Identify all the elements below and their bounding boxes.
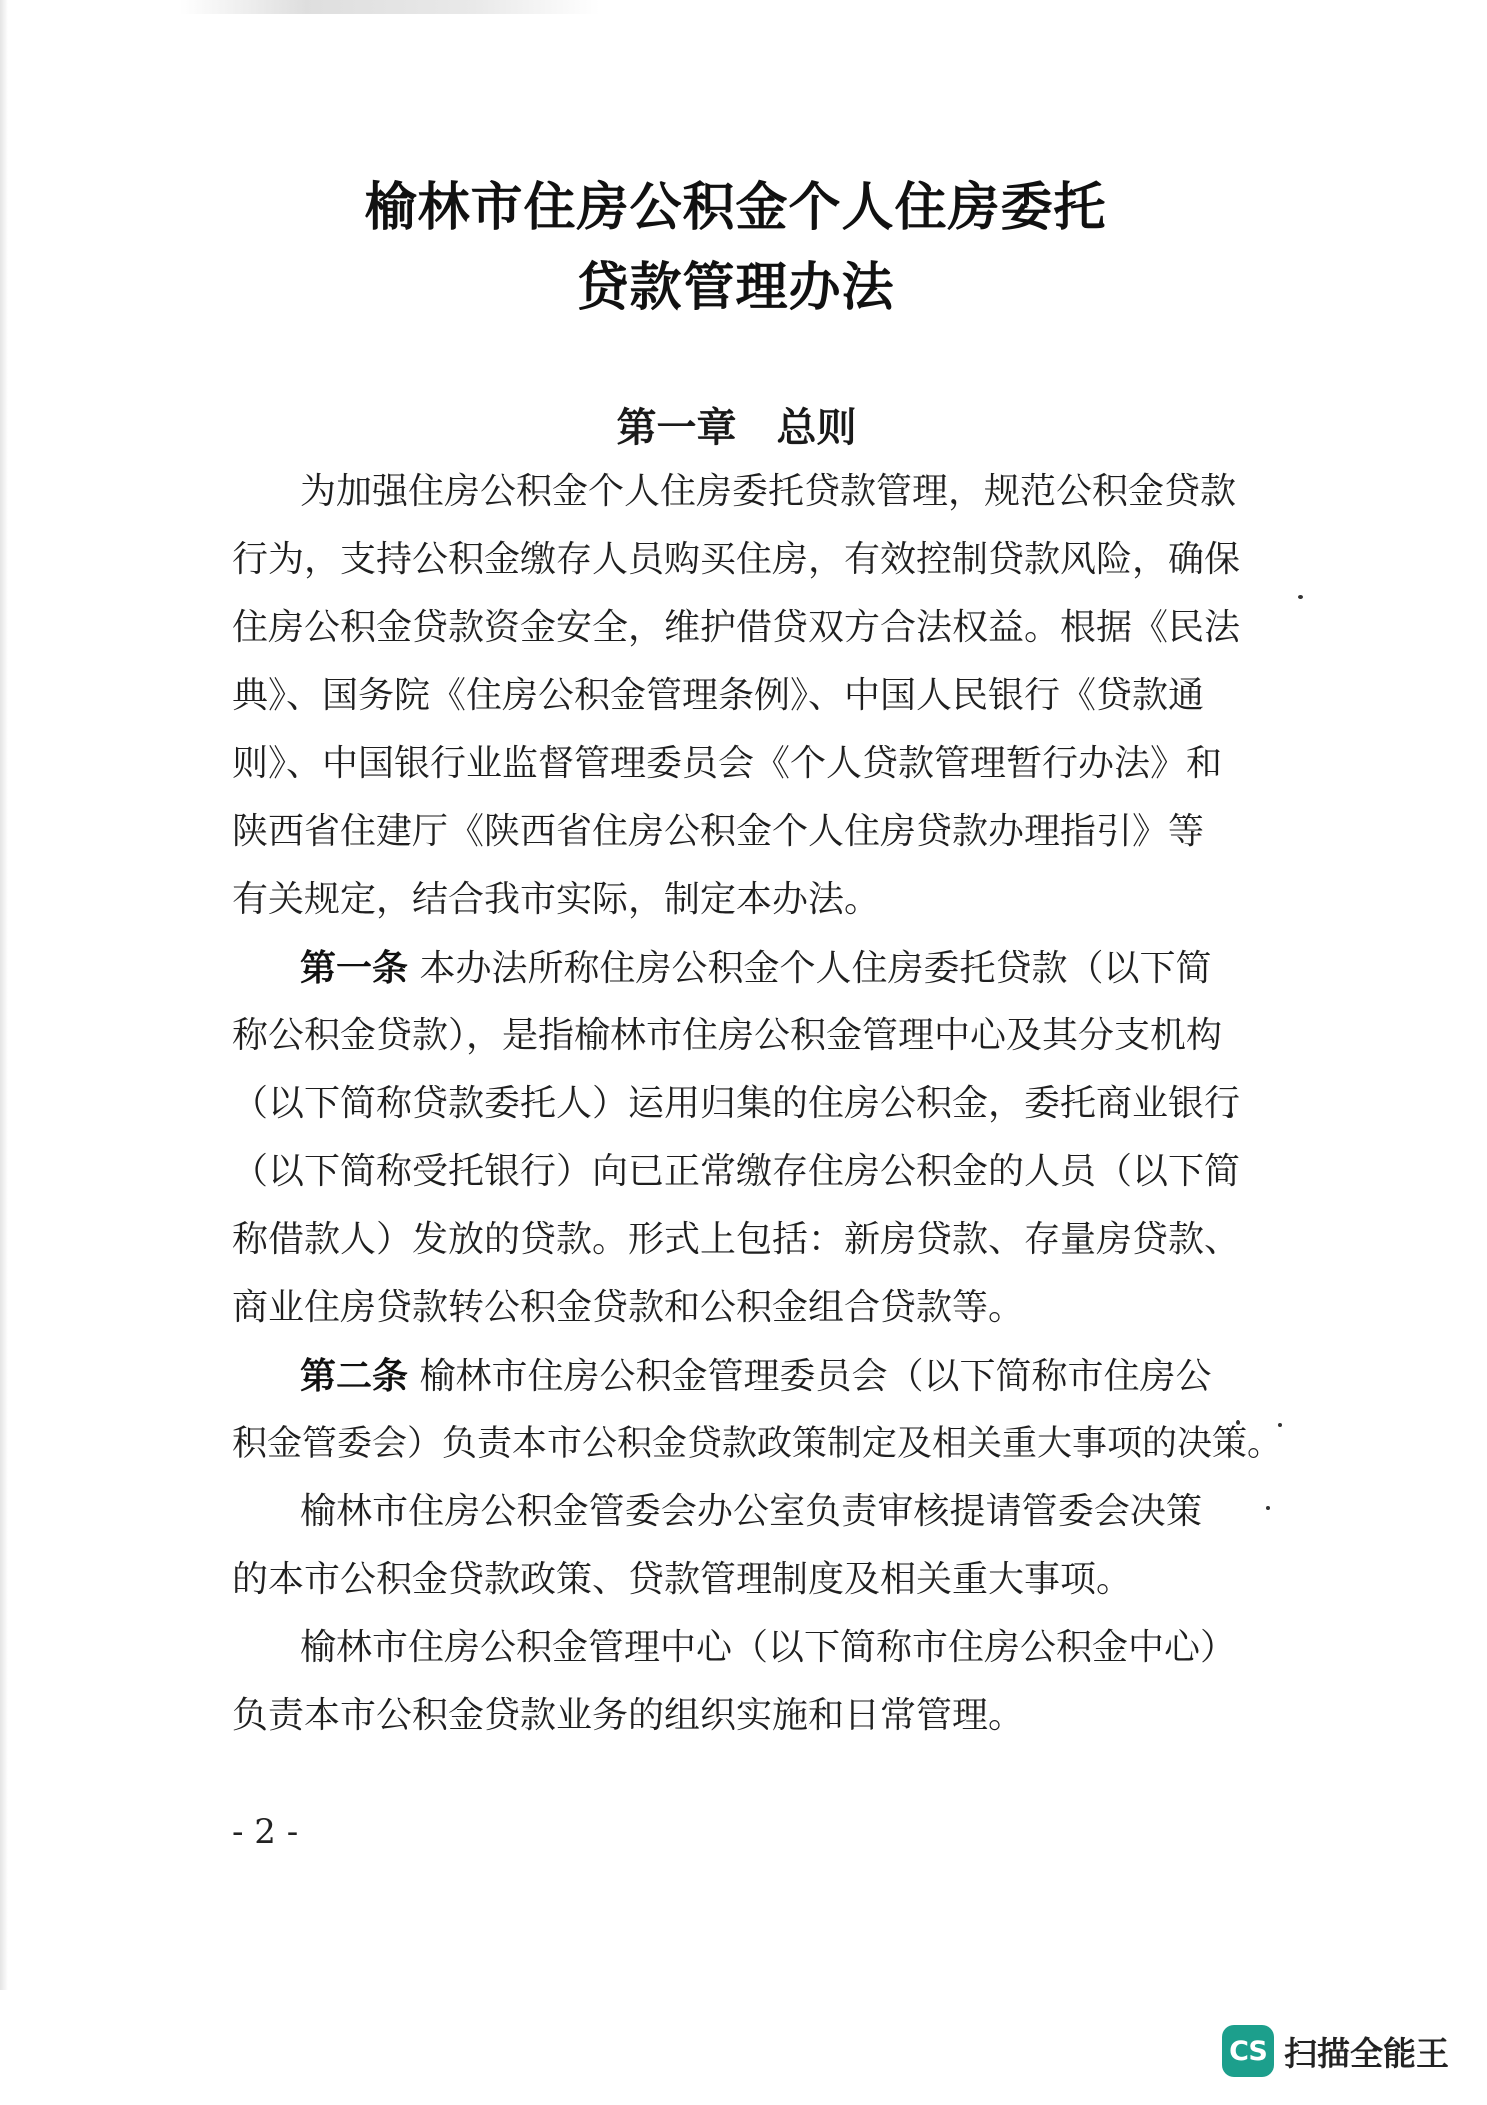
scan-smudge	[180, 0, 600, 14]
body-line: 陕西省住建厅《陕西省住房公积金个人住房贷款办理指引》等	[232, 811, 1205, 852]
article-label: 第一条	[300, 947, 409, 989]
page-number: - 2 -	[232, 1812, 299, 1852]
body-line: 则》、中国银行业监督管理委员会《个人贷款管理暂行办法》和	[232, 743, 1223, 784]
body-line: 住房公积金贷款资金安全，维护借贷双方合法权益。根据《民法	[232, 607, 1241, 648]
camscanner-logo-icon: CS	[1222, 2025, 1274, 2077]
body-line: 有关规定，结合我市实际，制定本办法。	[232, 879, 881, 920]
scanner-watermark	[1222, 2022, 1449, 2080]
chapter-heading: 第一章 总则	[616, 404, 857, 451]
body-line: 负责本市公积金贷款业务的组织实施和日常管理。	[232, 1695, 1025, 1736]
article-label: 第二条	[300, 1355, 409, 1397]
body-line: 称借款人）发放的贷款。形式上包括：新房贷款、存量房贷款、	[232, 1219, 1241, 1260]
body-line: 榆林市住房公积金管理中心（以下简称市住房公积金中心）	[300, 1627, 1237, 1668]
watermark-text: 扫描全能王	[1284, 2033, 1449, 2073]
body-line: 积金管委会）负责本市公积金贷款政策制定及相关重大事项的决策。	[232, 1424, 1283, 1464]
body-line: 行为，支持公积金缴存人员购买住房，有效控制贷款风险，确保	[232, 539, 1241, 580]
body-line: 为加强住房公积金个人住房委托贷款管理，规范公积金贷款	[300, 471, 1237, 512]
body-line: 称公积金贷款），是指榆林市住房公积金管理中心及其分支机构	[232, 1015, 1223, 1056]
body-line: （以下简称受托银行）向已正常缴存住房公积金的人员（以下简	[232, 1151, 1241, 1192]
article-2-first-line: 第二条 榆林市住房公积金管理委员会（以下简称市住房公	[300, 1355, 1212, 1397]
body-line: 商业住房贷款转公积金贷款和公积金组合贷款等。	[232, 1287, 1025, 1328]
scan-speck	[1298, 595, 1303, 599]
body-line: （以下简称贷款委托人）运用归集的住房公积金，委托商业银行	[232, 1083, 1241, 1124]
document-title-line-1: 榆林市住房公积金个人住房委托	[364, 177, 1107, 238]
body-line: 榆林市住房公积金管委会办公室负责审核提请管委会决策	[300, 1491, 1202, 1532]
body-line: 典》、国务院《住房公积金管理条例》、中国人民银行《贷款通	[232, 675, 1205, 716]
document-title-line-2: 贷款管理办法	[576, 257, 895, 318]
body-line: 的本市公积金贷款政策、贷款管理制度及相关重大事项。	[232, 1559, 1133, 1600]
article-1-first-line: 第一条 本办法所称住房公积金个人住房委托贷款（以下简	[300, 947, 1212, 989]
scan-speck	[1266, 1506, 1270, 1510]
